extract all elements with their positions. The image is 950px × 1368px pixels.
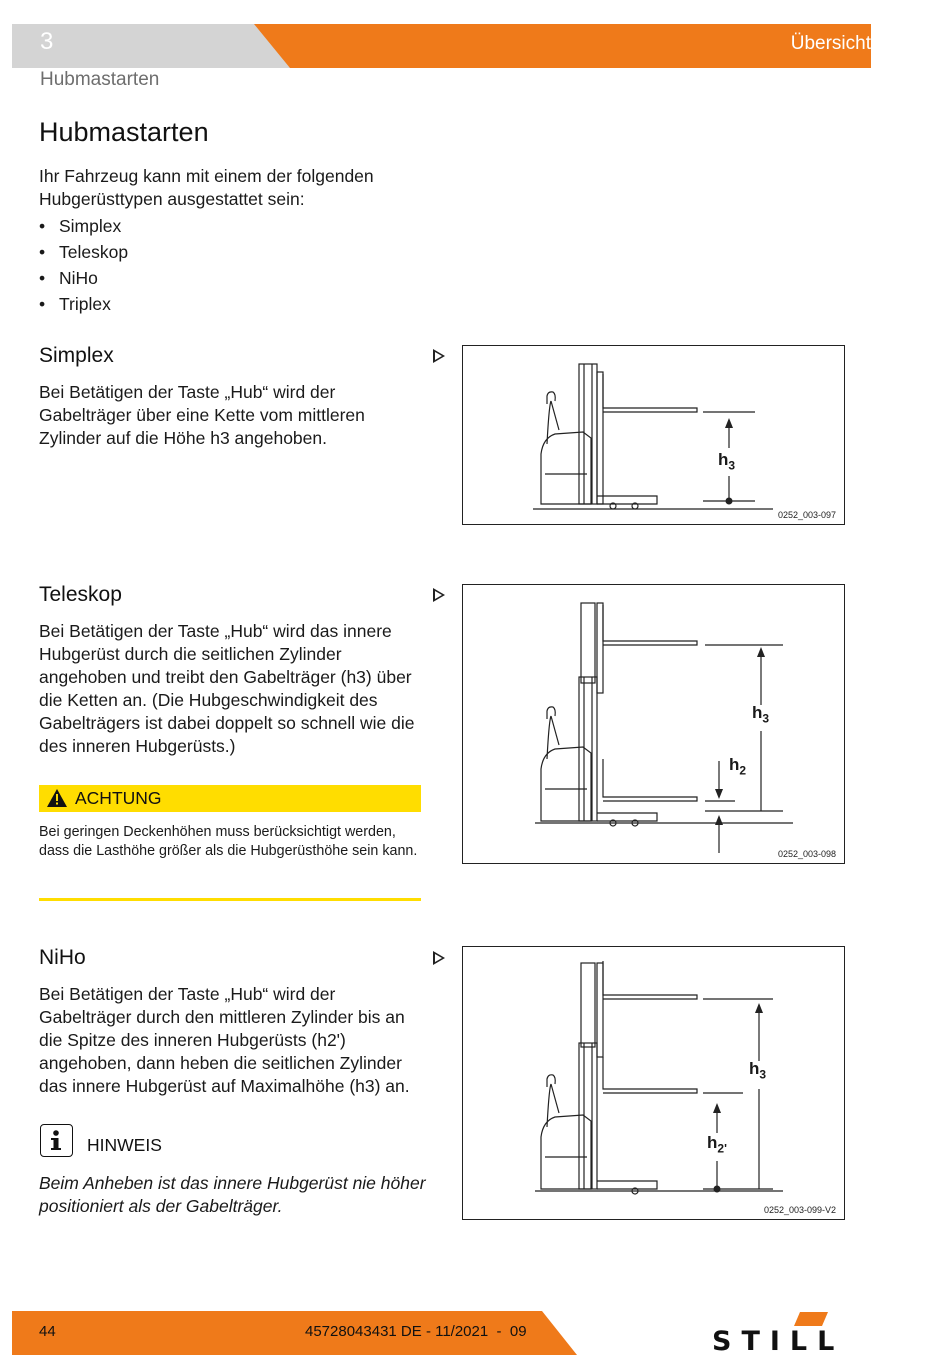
- triangle-marker-icon: [433, 349, 445, 363]
- simplex-diagram: [463, 346, 846, 526]
- figure-simplex: [462, 345, 845, 525]
- figure-teleskop: [462, 584, 845, 864]
- running-title: Hubmastarten: [40, 69, 160, 90]
- list-item: • Triplex: [39, 291, 128, 317]
- list-item: • Simplex: [39, 213, 128, 239]
- dimension-label-h3: $h_3$: [718, 450, 736, 473]
- section-heading-teleskop: Teleskop: [39, 583, 122, 606]
- intro-text: Ihr Fahrzeug kann mit einem der folgenden Hubgerüsttypen ausgestattet sein:: [39, 166, 374, 209]
- warning-text: Bei geringen Deckenhöhen muss berücksichtigt werden, dass die Lasthöhe größer als die Hubgerüsthöhe sein kann.: [39, 824, 418, 859]
- page-title: Hubmastarten: [39, 117, 209, 147]
- section-text-teleskop: Bei Betätigen der Taste „Hub“ wird das innere Hubgerüst durch die seitlichen Zylinder angehoben und treibt den Gabelträger (h3) über die Ketten an. (Die Hubgeschwindigkeit des Gabelträgers ist dabei doppelt so schnell wie die des inneren Hubgerüsts.): [39, 621, 415, 756]
- figure-code: 0252_003-099-V2: [763, 1205, 836, 1215]
- document-id: 45728043431 DE - 11/2021 - 09: [305, 1323, 527, 1340]
- mast-type-list: [39, 213, 128, 317]
- triangle-marker-icon: [433, 951, 445, 965]
- warning-title: ACHTUNG: [75, 788, 162, 808]
- still-logo: [712, 1312, 872, 1358]
- triangle-marker-icon: [433, 588, 445, 602]
- info-book-icon: [40, 1124, 73, 1157]
- figure-niho: [462, 946, 845, 1220]
- section-text-simplex: Bei Betätigen der Taste „Hub“ wird der Gabelträger über eine Kette vom mittleren Zylinder auf die Höhe h3 angehoben.: [39, 382, 365, 448]
- warning-triangle-icon: [47, 789, 67, 807]
- teleskop-diagram: [463, 585, 846, 865]
- dimension-label-h2-prime: $h_{2'}$: [707, 1133, 727, 1156]
- list-item: • Teleskop: [39, 239, 128, 265]
- dimension-label-h3: $h_3$: [749, 1059, 767, 1082]
- logo-text: STILL: [712, 1326, 845, 1357]
- warning-bottom-rule: [39, 898, 421, 901]
- dimension-label-h2: $h_2$: [729, 755, 747, 778]
- note-text: Beim Anheben ist das innere Hubgerüst nie höher positioniert als der Gabelträger.: [39, 1173, 426, 1216]
- figure-code: 0252_003-098: [777, 849, 836, 859]
- header-section-label: Übersicht: [790, 33, 871, 54]
- dimension-label-h3: $h_3$: [752, 703, 770, 726]
- figure-code: 0252_003-097: [777, 510, 836, 520]
- section-text-niho: Bei Betätigen der Taste „Hub“ wird der Gabelträger durch den mittleren Zylinder bis an die Spitze des inneren Hubgerüsts (h2') angehoben, dann heben die seitlichen Zylinder das innere Hubgerüst auf Maximalhöhe (h3) an.: [39, 984, 410, 1096]
- header-orange-band: [254, 24, 871, 68]
- note-title: HINWEIS: [87, 1135, 162, 1155]
- chapter-number: 3: [40, 28, 54, 55]
- niho-diagram: [463, 947, 846, 1221]
- section-heading-simplex: Simplex: [39, 344, 114, 367]
- list-item: • NiHo: [39, 265, 128, 291]
- page-number: 44: [39, 1323, 56, 1340]
- section-heading-niho: NiHo: [39, 946, 86, 969]
